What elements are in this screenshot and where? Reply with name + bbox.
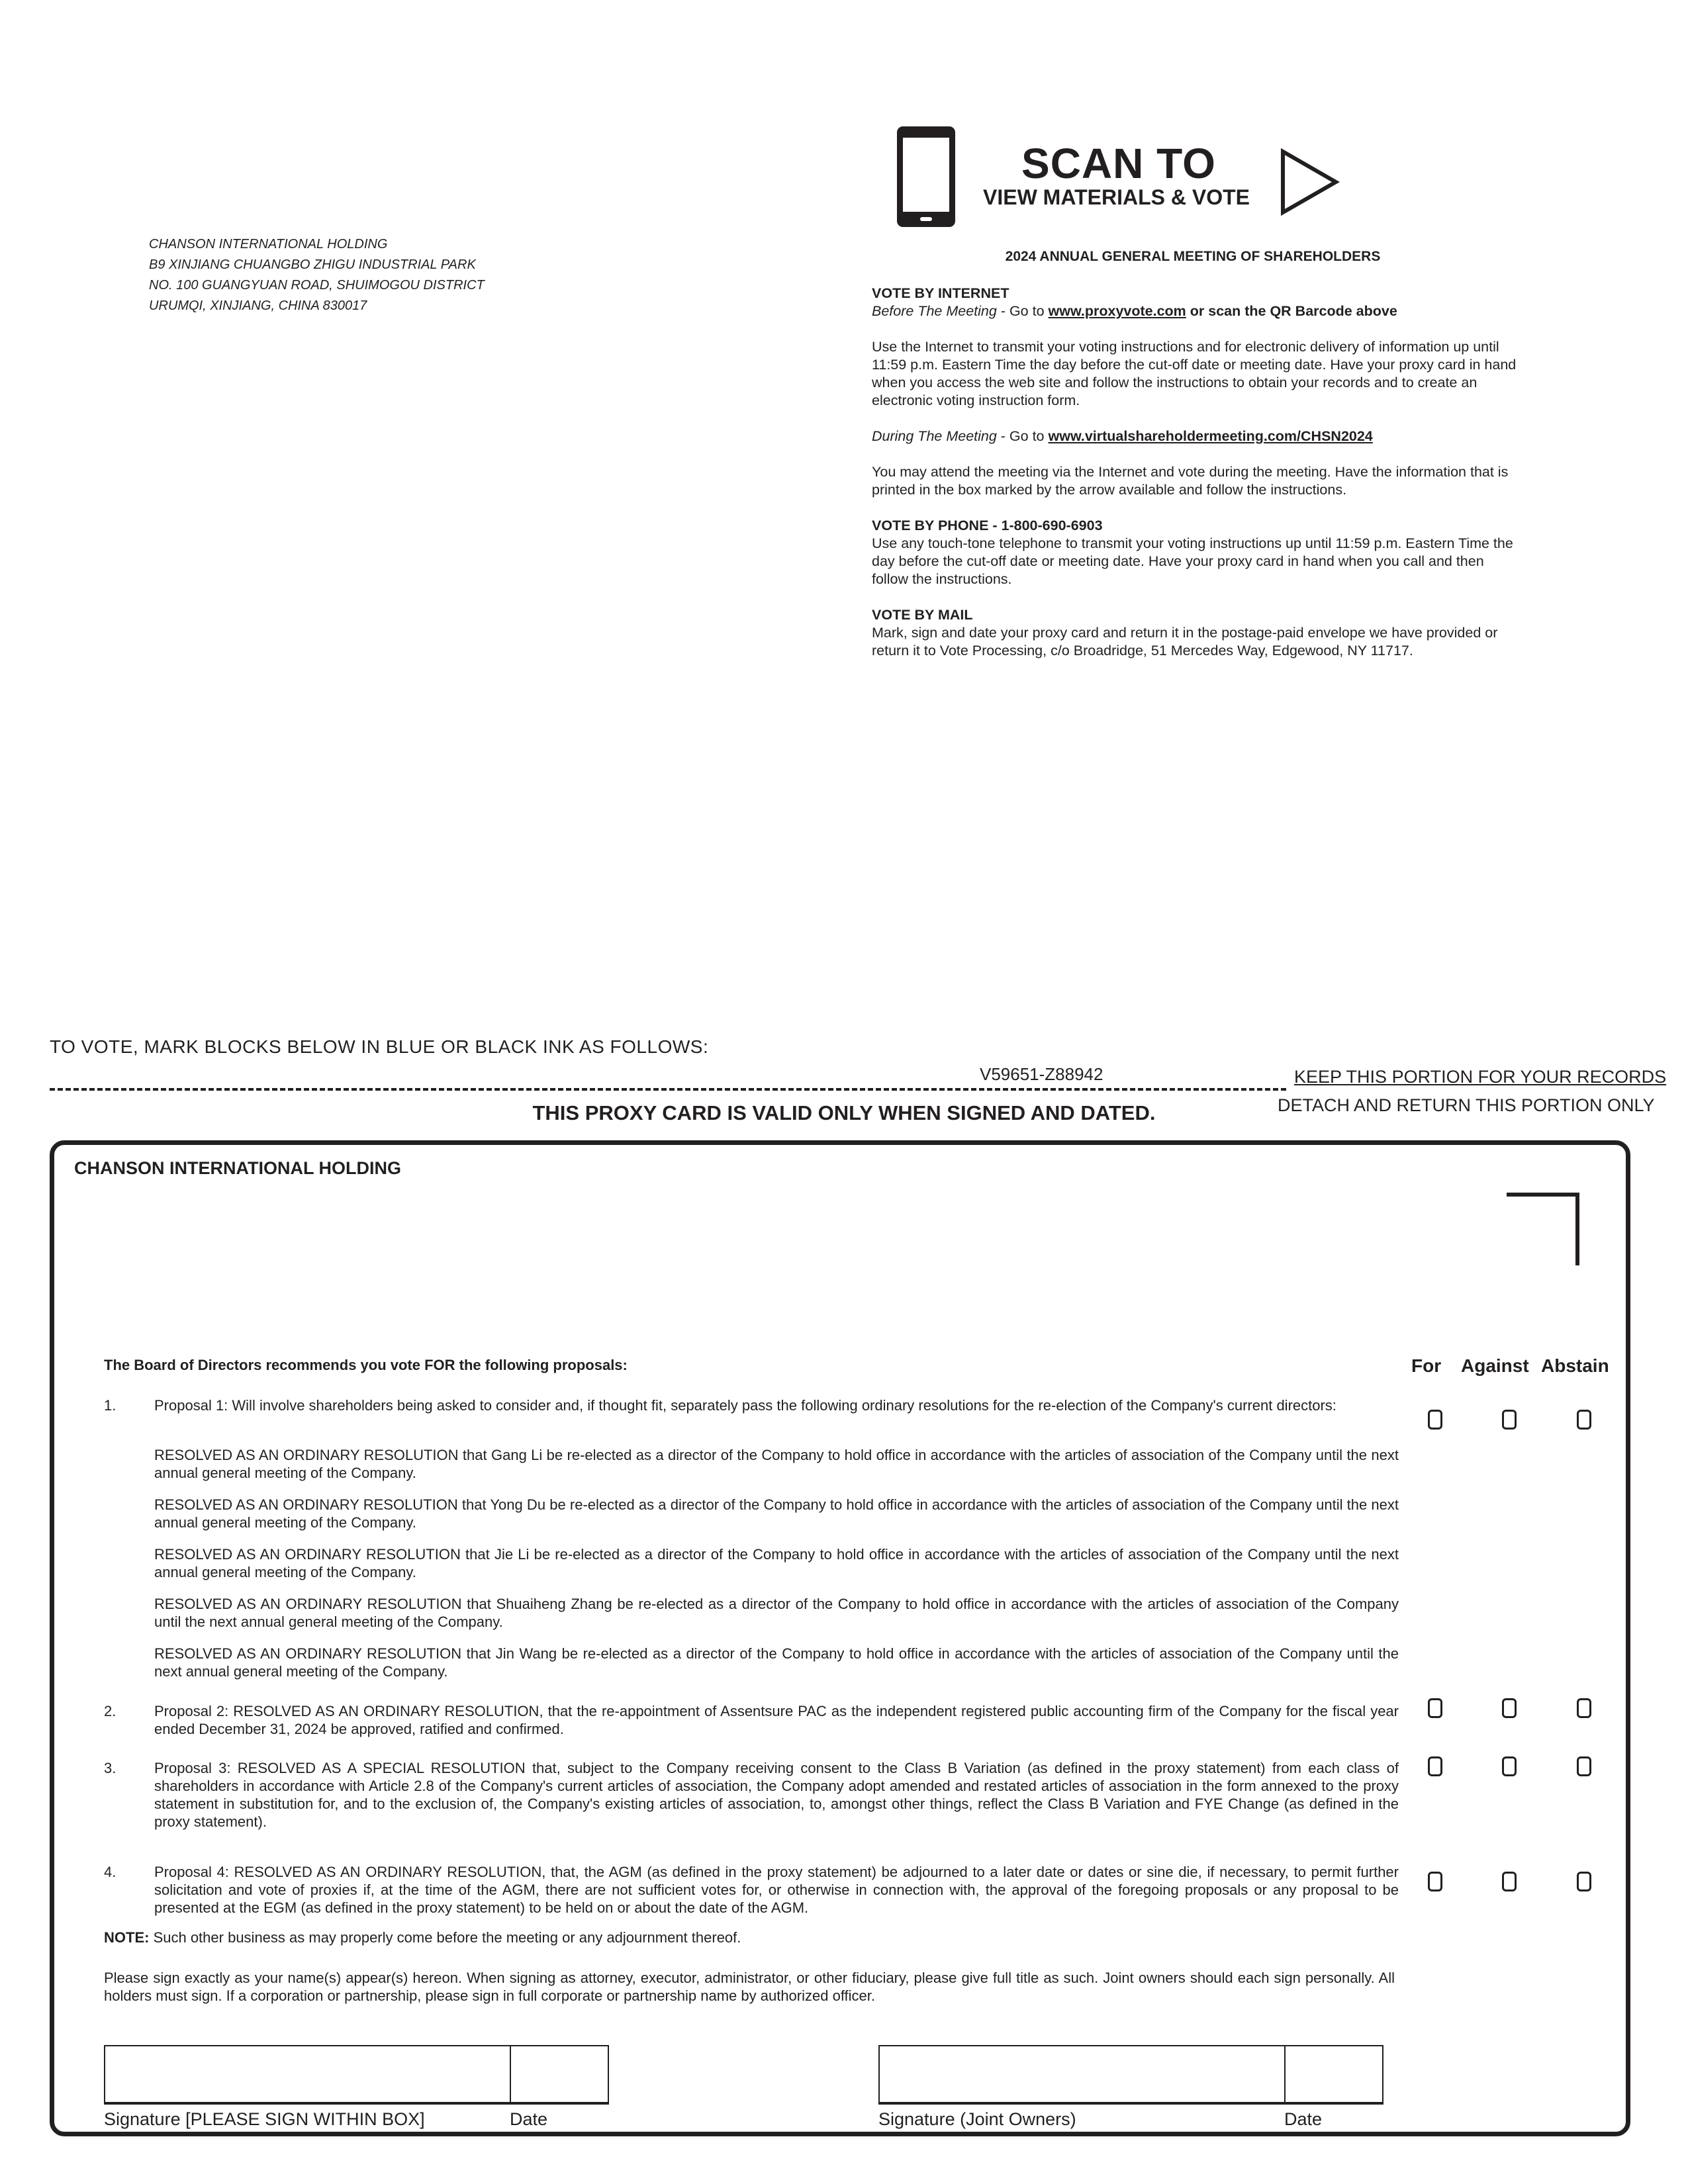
note-line bbox=[104, 1929, 741, 1946]
proposal-1-for-checkbox[interactable] bbox=[1428, 1410, 1442, 1430]
proxyvote-link[interactable]: www.proxyvote.com bbox=[1048, 303, 1186, 319]
detach-line bbox=[50, 1088, 1286, 1091]
joint-date-box[interactable] bbox=[1284, 2045, 1383, 2105]
during-meeting-line bbox=[872, 428, 1521, 445]
mobile-phone-icon bbox=[894, 124, 960, 230]
against-header: Against bbox=[1461, 1355, 1529, 1376]
proposal-1-abstain-checkbox[interactable] bbox=[1577, 1410, 1591, 1430]
valid-notice: THIS PROXY CARD IS VALID ONLY WHEN SIGNED AND DATED. bbox=[532, 1101, 1156, 1124]
control-number: V59651-Z88942 bbox=[980, 1064, 1103, 1084]
before-meeting-tail: or scan the QR Barcode above bbox=[1186, 303, 1397, 319]
ink-instruction: TO VOTE, MARK BLOCKS BELOW IN BLUE OR BLACK INK AS FOLLOWS: bbox=[50, 1036, 709, 1057]
resolution-gang-li: RESOLVED AS AN ORDINARY RESOLUTION that Gang Li be re-elected as a director of the Company to hold office in accordance with the articles of association of the Company until the next annual general meeting of the Company. bbox=[154, 1447, 1399, 1481]
scan-banner bbox=[894, 124, 1357, 230]
before-meeting-text: - Go to bbox=[996, 303, 1049, 319]
before-meeting-line bbox=[872, 302, 1521, 320]
mail-paragraph: Mark, sign and date your proxy card and return it in the postage-paid envelope we have provided or return it to Vote Processing, c/o Broadridge, 51 Mercedes Way, Edgewood, NY 11717. bbox=[872, 625, 1498, 659]
signing-instructions: Please sign exactly as your name(s) appear(s) hereon. When signing as attorney, executor, administrator, or other fiduciary, please give full title as such. Joint owners should each sign personally. All holders must sign. If a corporation or partnership, please sign in full corporate or partnership name by authorized officer. bbox=[104, 1970, 1395, 2004]
proposal-2-against-checkbox[interactable] bbox=[1502, 1698, 1517, 1718]
vote-phone-heading: VOTE BY PHONE - 1-800-690-6903 bbox=[872, 518, 1103, 533]
proxy-card bbox=[50, 1140, 1630, 2136]
proposal-4-abstain-checkbox[interactable] bbox=[1577, 1872, 1591, 1891]
address-line: URUMQI, XINJIANG, CHINA 830017 bbox=[149, 298, 367, 313]
during-meeting-label: During The Meeting bbox=[872, 428, 997, 444]
proposal-text: Proposal 3: RESOLVED AS A SPECIAL RESOLUTION that, subject to the Company receiving consent to the Class B Variation (as defined in the proxy statement) from each class of shareholders in accordance with Article 2.8 of the Company's current articles of association, the Company adopt amended and restated articles of association in the form annexed to the proxy statement in substitution for, and to the exclusion of, the Company's existing articles of association, to, amongst other things, reflect the Class B Variation and FYE Change (as defined in the proxy statement). bbox=[154, 1760, 1399, 1830]
for-header: For bbox=[1411, 1355, 1442, 1376]
board-recommendation: The Board of Directors recommends you vote FOR the following proposals: bbox=[104, 1357, 628, 1373]
joint-signature-box[interactable] bbox=[878, 2045, 1286, 2105]
vote-mail-heading: VOTE BY MAIL bbox=[872, 607, 973, 623]
resolution-jie-li: RESOLVED AS AN ORDINARY RESOLUTION that Jie Li be re-elected as a director of the Company to hold office in accordance with the articles of association of the Company until the next annual general meeting of the Company. bbox=[154, 1546, 1399, 1580]
proposal-3-against-checkbox[interactable] bbox=[1502, 1756, 1517, 1776]
card-company-name: CHANSON INTERNATIONAL HOLDING bbox=[74, 1158, 401, 1178]
proposal-4-against-checkbox[interactable] bbox=[1502, 1872, 1517, 1891]
proposal-2 bbox=[104, 1702, 1401, 1742]
proposal-text: Proposal 1: Will involve shareholders being asked to consider and, if thought fit, separately pass the following ordinary resolutions for the re-election of the Company's current directors: bbox=[154, 1397, 1336, 1414]
resolution-shuaiheng-zhang: RESOLVED AS AN ORDINARY RESOLUTION that Shuaiheng Zhang be re-elected as a director of the Company to hold office in accordance with the articles of association of the Company until the next annual general meeting of the Company. bbox=[154, 1596, 1399, 1630]
proposal-number: 1. bbox=[104, 1397, 117, 1414]
proposal-3-abstain-checkbox[interactable] bbox=[1577, 1756, 1591, 1776]
proposal-1-against-checkbox[interactable] bbox=[1502, 1410, 1517, 1430]
scan-subtitle: VIEW MATERIALS & VOTE bbox=[983, 185, 1250, 209]
before-meeting-label: Before The Meeting bbox=[872, 303, 997, 319]
vote-internet-heading: VOTE BY INTERNET bbox=[872, 285, 1009, 301]
during-meeting-text: - Go to bbox=[996, 428, 1049, 444]
proposal-text: Proposal 4: RESOLVED AS AN ORDINARY RESOLUTION, that, the AGM (as defined in the proxy statement) be adjourned to a later date or dates or sine die, if necessary, to permit further solicitation and vote of proxies if, at the time of the AGM, there are not sufficient votes for, or otherwise in connection with, the approval of the foregoing proposals or any proposal to be presented at the EGM (as defined in the proxy statement) to be held on or about the date of the AGM. bbox=[154, 1864, 1399, 1916]
corner-mark-icon bbox=[1507, 1193, 1579, 1265]
attend-paragraph: You may attend the meeting via the Internet and vote during the meeting. Have the information that is printed in the box marked by the arrow available and follow the instructions. bbox=[872, 464, 1509, 498]
proposal-4-for-checkbox[interactable] bbox=[1428, 1872, 1442, 1891]
address-line: NO. 100 GUANGYUAN ROAD, SHUIMOGOU DISTRICT bbox=[149, 278, 485, 293]
sender-address bbox=[149, 234, 485, 316]
resolution-yong-du: RESOLVED AS AN ORDINARY RESOLUTION that Yong Du be re-elected as a director of the Company to hold office in accordance with the articles of association of the Company until the next annual general meeting of the Company. bbox=[154, 1496, 1399, 1531]
address-line: B9 XINJIANG CHUANGBO ZHIGU INDUSTRIAL PARK bbox=[149, 257, 476, 272]
proposal-number: 2. bbox=[104, 1703, 117, 1719]
address-line: CHANSON INTERNATIONAL HOLDING bbox=[149, 237, 388, 251]
signature-label: Signature [PLEASE SIGN WITHIN BOX] bbox=[104, 2109, 425, 2129]
scan-title: SCAN TO bbox=[1021, 140, 1216, 187]
proposal-number: 4. bbox=[104, 1864, 117, 1880]
voting-instructions bbox=[872, 285, 1521, 678]
abstain-header: Abstain bbox=[1541, 1355, 1609, 1376]
joint-signature-label: Signature (Joint Owners) bbox=[878, 2109, 1076, 2129]
note-label: NOTE: bbox=[104, 1929, 150, 1946]
detach-portion-text: DETACH AND RETURN THIS PORTION ONLY bbox=[1278, 1095, 1655, 1115]
proposal-3-for-checkbox[interactable] bbox=[1428, 1756, 1442, 1776]
keep-portion-text: KEEP THIS PORTION FOR YOUR RECORDS bbox=[1294, 1067, 1667, 1087]
proposal-3 bbox=[104, 1759, 1401, 1835]
internet-paragraph: Use the Internet to transmit your voting instructions and for electronic delivery of information up until 11:59 p.m. Eastern Time the day before the cut-off date or meeting date. Have your proxy card in hand when you access the web site and follow the instructions to obtain your records and to create an electronic voting instruction form. bbox=[872, 339, 1517, 408]
proposal-text: Proposal 2: RESOLVED AS AN ORDINARY RESOLUTION, that the re-appointment of Assentsure PAC as the independent registered public accounting firm of the Company for the fiscal year ended December 31, 2024 be approved, ratified and confirmed. bbox=[154, 1703, 1399, 1737]
proposal-2-for-checkbox[interactable] bbox=[1428, 1698, 1442, 1718]
note-text: Such other business as may properly come before the meeting or any adjournment thereof. bbox=[149, 1929, 741, 1946]
date-label: Date bbox=[510, 2109, 548, 2129]
meeting-title: 2024 ANNUAL GENERAL MEETING OF SHAREHOLDERS bbox=[1005, 249, 1381, 264]
joint-date-label: Date bbox=[1284, 2109, 1323, 2129]
virtual-meeting-link[interactable]: www.virtualshareholdermeeting.com/CHSN2024 bbox=[1048, 428, 1373, 444]
proposal-number: 3. bbox=[104, 1760, 117, 1776]
play-arrow-icon bbox=[1279, 148, 1342, 220]
signature-box[interactable] bbox=[104, 2045, 511, 2105]
proposal-4 bbox=[104, 1863, 1401, 1923]
phone-paragraph: Use any touch-tone telephone to transmit your voting instructions up until 11:59 p.m. Eastern Time the day before the cut-off date or meeting date. Have your proxy card in hand when you call and then follow the instructions. bbox=[872, 535, 1513, 587]
proposal-2-abstain-checkbox[interactable] bbox=[1577, 1698, 1591, 1718]
proposal-1 bbox=[104, 1396, 1401, 1436]
resolution-jin-wang: RESOLVED AS AN ORDINARY RESOLUTION that Jin Wang be re-elected as a director of the Company to hold office in accordance with the articles of association of the Company until the next annual general meeting of the Company. bbox=[154, 1645, 1399, 1680]
date-box[interactable] bbox=[510, 2045, 609, 2105]
